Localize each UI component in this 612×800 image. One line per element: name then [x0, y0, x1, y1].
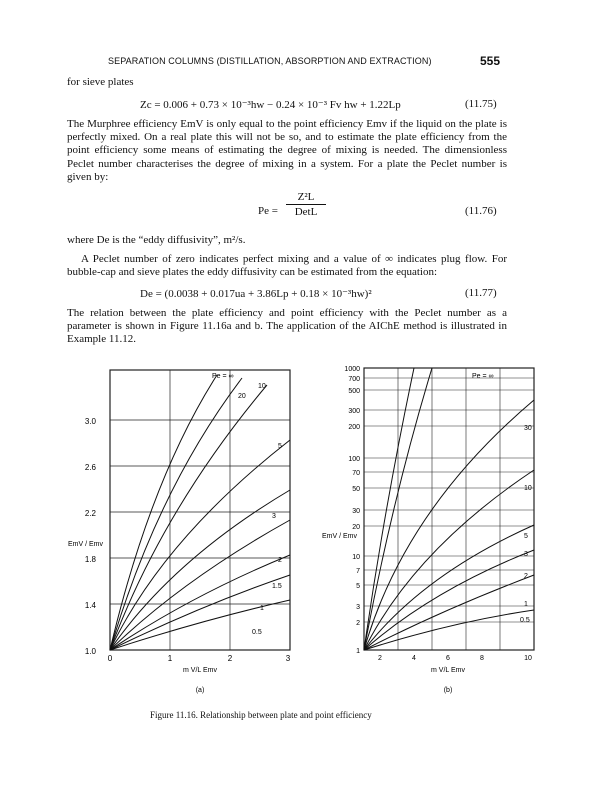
- fraction-bar: [286, 204, 326, 205]
- curve-label: 2: [278, 557, 282, 564]
- x-axis-label: m V/L Emv: [183, 667, 217, 674]
- x-tick-label: 1: [167, 654, 173, 663]
- curve-label: 2: [524, 573, 528, 580]
- equation-11-76-numerator: Z²L: [297, 191, 315, 203]
- figure-label: (a): [195, 687, 205, 694]
- y-tick-label: 1.0: [84, 647, 96, 656]
- y-tick-label: 1000: [344, 366, 360, 373]
- paragraph-eddy-diffusivity: where De is the “eddy diffusivity”, m²/s.: [67, 234, 246, 246]
- curve-label: 3: [272, 513, 276, 520]
- curve-label: 20: [238, 393, 246, 400]
- x-tick-label: 4: [412, 655, 416, 662]
- figure-label: (b): [443, 687, 453, 694]
- y-tick-label: 3: [356, 604, 360, 611]
- curve-label: 5: [278, 443, 282, 450]
- y-tick-label: 1.8: [84, 555, 96, 564]
- equation-11-77: De = (0.0038 + 0.017ua + 3.86Lp + 0.18 × 10⁻³hw)²: [140, 288, 372, 300]
- x-tick-label: 6: [446, 655, 450, 662]
- x-tick-label: 2: [378, 655, 382, 662]
- y-tick-label: 100: [348, 456, 360, 463]
- equation-11-76-lhs: Pe =: [258, 205, 278, 217]
- y-tick-label: 700: [348, 376, 360, 383]
- x-tick-label: 10: [524, 655, 532, 662]
- curve-label: 1: [524, 601, 528, 608]
- y-tick-label: 7: [356, 568, 360, 575]
- y-tick-label: 1: [356, 648, 360, 655]
- equation-number-11-77: (11.77): [465, 287, 497, 299]
- page-number: 555: [480, 54, 501, 68]
- paragraph-peclet-number: A Peclet number of zero indicates perfect mixing and a value of ∞ indicates plug flow. For bubble-cap and sieve plates the eddy diffusivity can be estimated from the equation:: [67, 253, 507, 279]
- running-header: SEPARATION COLUMNS (DISTILLATION, ABSORPTION AND EXTRACTION): [108, 56, 432, 66]
- y-axis-label: EmV / Emv: [322, 533, 358, 540]
- y-tick-label: 1.4: [84, 601, 96, 610]
- curve-label: 5: [524, 533, 528, 540]
- curve-label: 3: [524, 551, 528, 558]
- y-tick-label: 30: [352, 508, 360, 515]
- y-tick-label: 2.6: [84, 463, 96, 472]
- x-tick-label: 8: [480, 655, 484, 662]
- curve-label: Pe = ∞: [212, 373, 234, 380]
- paragraph-murphree: The Murphree efficiency EmV is only equal to the point efficiency Emv if the liquid on the plate is perfectly mixed. On a real plate this will not be so, and to estimate the plate efficiency from the point efficiency some means of estimating the degree of mixing is needed. The dimensionless Peclet number characterises the degree of mixing in a system. For a plate the Peclet number is given by:: [67, 118, 507, 183]
- equation-number-11-76: (11.76): [465, 205, 497, 217]
- curve-label: 10: [524, 485, 532, 492]
- y-axis-label: EmV / Emv: [68, 541, 104, 548]
- y-tick-label: 2.2: [84, 509, 96, 518]
- curve-label: 1.5: [272, 583, 282, 590]
- figure-11-16a: [62, 360, 302, 700]
- curve-label: 1: [260, 605, 264, 612]
- y-tick-label: 20: [352, 524, 360, 531]
- figure-caption: Figure 11.16. Relationship between plate and point efficiency: [150, 710, 372, 720]
- x-tick-label: 2: [227, 654, 233, 663]
- y-tick-label: 300: [348, 408, 360, 415]
- curve-label: Pe = ∞: [472, 373, 494, 380]
- plot-frame: [364, 368, 534, 650]
- figure-11-16b: [322, 360, 562, 700]
- x-tick-label: 0: [107, 654, 113, 663]
- y-tick-label: 200: [348, 424, 360, 431]
- equation-number-11-75: (11.75): [465, 98, 497, 110]
- paragraph-sieve-plates: for sieve plates: [67, 76, 134, 88]
- y-tick-label: 3.0: [84, 417, 96, 426]
- y-tick-label: 50: [352, 486, 360, 493]
- y-tick-label: 500: [348, 388, 360, 395]
- curve-label: 0.5: [252, 629, 262, 636]
- y-tick-label: 10: [352, 554, 360, 561]
- curve-label: 0.5: [520, 617, 530, 624]
- equation-11-75: Zc = 0.006 + 0.73 × 10⁻³hw − 0.24 × 10⁻³ Fv hw + 1.22Lp: [140, 99, 401, 111]
- curve-label: 10: [258, 383, 266, 390]
- x-axis-label: m V/L Emv: [431, 667, 465, 674]
- equation-11-76-fraction: [286, 191, 326, 218]
- x-tick-label: 3: [285, 654, 291, 663]
- y-tick-label: 70: [352, 470, 360, 477]
- y-tick-label: 2: [356, 620, 360, 627]
- curve-label: 30: [524, 425, 532, 432]
- paragraph-relation: The relation between the plate efficiency and point efficiency with the Peclet number as a parameter is shown in Figure 11.16a and b. The application of the AIChE method is illustrated in Example 11.12.: [67, 307, 507, 346]
- y-tick-label: 5: [356, 583, 360, 590]
- equation-11-76-denominator: DetL: [294, 206, 318, 218]
